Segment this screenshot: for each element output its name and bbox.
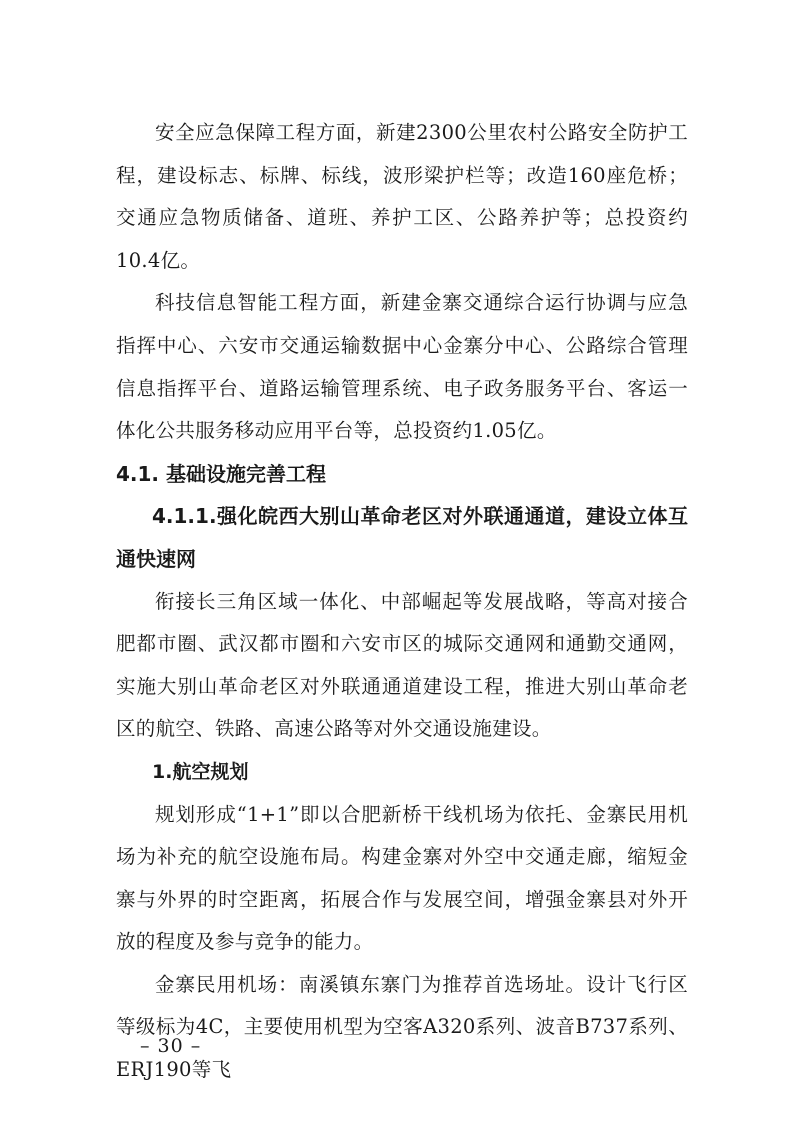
item-heading-aviation: 1.航空规划 [152,760,249,783]
paragraph-safety-emergency: 安全应急保障工程方面，新建2300公里农村公路安全防护工程，建设标志、标牌、标线，波形梁护栏等；改造160座危桥；交通应急物质储备、道班、养护工区、公路养护等；总投资约10.4亿。 [116,121,688,272]
paragraph-jinzhai-airport: 金寨民用机场：南溪镇东寨门为推荐首选场址。设计飞行区等级标为4C，主要使用机型为空客A320系列、波音B737系列、ERJ190等飞 [116,972,688,1082]
page-number: – 30 – [140,1035,202,1057]
section-heading-infrastructure: 4.1. 基础设施完善工程 [116,461,326,486]
paragraph-tech-info: 科技信息智能工程方面，新建金寨交通综合运行协调与应急指挥中心、六安市交通运输数据中心金寨分中心、公路综合管理信息指挥平台、道路运输管理系统、电子政务服务平台、客运一体化公共服务移动应用平台等，总投资约1.05亿。 [116,291,688,443]
document-body [116,112,688,1092]
paragraph-aviation-plan: 规划形成“1+1”即以合肥新桥干线机场为依托、金寨民用机场为补充的航空设施布局。构建金寨对外空中交通走廊，缩短金寨与外界的时空距离，拓展合作与发展空间，增强金寨县对外开放的程度及参与竞争的能力。 [116,802,688,954]
subsection-heading-dabie-corridor: 4.1.1.强化皖西大别山革命老区对外联通通道，建设立体互通快速网 [116,504,688,571]
paragraph-corridor-strategy: 衔接长三角区域一体化、中部崛起等发展战略，等高对接合肥都市圈、武汉都市圈和六安市区的城际交通网和通勤交通网，实施大别山革命老区对外联通通道建设工程，推进大别山革命老区的航空、铁路、高速公路等对外交通设施建设。 [116,589,688,741]
